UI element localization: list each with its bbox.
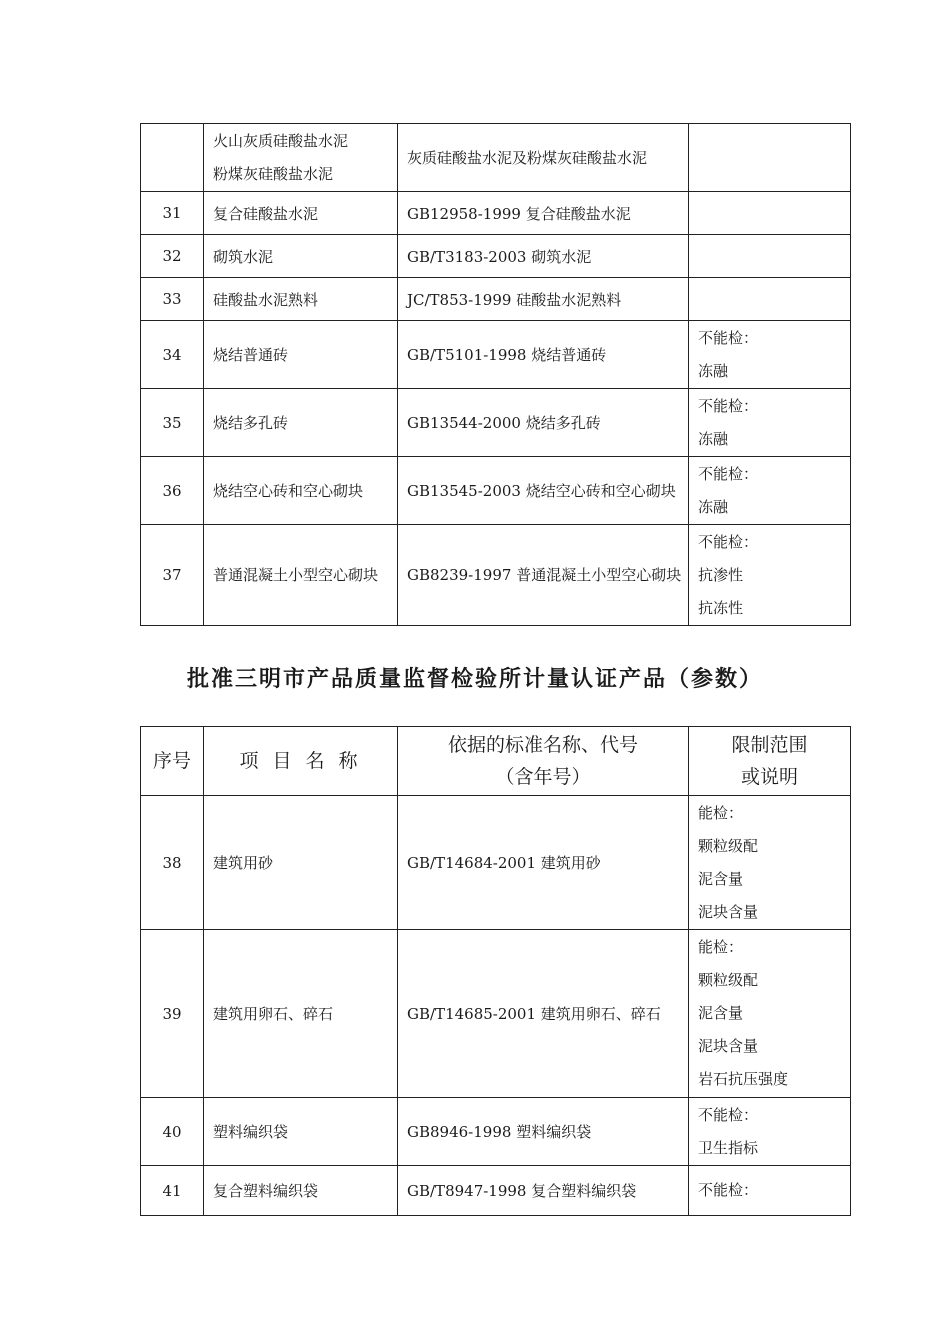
note-line: 抗渗性 (698, 565, 744, 584)
standard-name: GB12958-1999 复合硅酸盐水泥 (398, 192, 689, 235)
limit-note (689, 525, 851, 626)
note-line: 泥含量 (698, 1004, 744, 1022)
note-line: 不能检： (698, 464, 759, 483)
standard-name: GB/T14685-2001 建筑用卵石、碎石 (398, 930, 689, 1098)
header-number: 序号 (141, 727, 204, 796)
product-name: 烧结空心砖和空心砌块 (204, 457, 398, 525)
note-line: 泥块含量 (698, 1037, 759, 1055)
header-standard (398, 727, 689, 796)
limit-note (689, 389, 851, 457)
note-line: 不能检： (698, 1105, 759, 1124)
product-name-line: 粉煤灰硅酸盐水泥 (213, 164, 334, 183)
note-line: 不能检： (698, 328, 759, 347)
limit-note (689, 457, 851, 525)
limit-note (689, 321, 851, 389)
limit-note (689, 124, 851, 192)
table-row (141, 278, 851, 321)
note-line: 不能检： (698, 1181, 759, 1199)
standard-name: GB13544-2000 烧结多孔砖 (398, 389, 689, 457)
row-number: 41 (141, 1166, 204, 1216)
note-line: 冻融 (698, 361, 729, 380)
product-name: 硅酸盐水泥熟料 (204, 278, 398, 321)
note-line: 能检： (698, 803, 744, 822)
header-standard-line: （含年号） (495, 766, 591, 788)
standard-name: GB/T5101-1998 烧结普通砖 (398, 321, 689, 389)
limit-note (689, 930, 851, 1098)
table-row (141, 124, 851, 192)
limit-note (689, 796, 851, 930)
note-line: 泥块含量 (698, 902, 759, 921)
continued-product-table (140, 123, 851, 626)
product-name: 普通混凝土小型空心砌块 (204, 525, 398, 626)
standard-name: 灰质硅酸盐水泥及粉煤灰硅酸盐水泥 (398, 124, 689, 192)
note-line: 不能检： (698, 532, 759, 551)
row-number: 39 (141, 930, 204, 1098)
product-name (204, 124, 398, 192)
note-line: 泥含量 (698, 869, 744, 888)
limit-note (689, 1166, 851, 1216)
limit-note (689, 278, 851, 321)
note-line: 冻融 (698, 497, 729, 516)
table-row (141, 1166, 851, 1216)
note-line: 抗冻性 (698, 598, 744, 617)
row-number: 35 (141, 389, 204, 457)
note-line: 颗粒级配 (698, 971, 759, 989)
standard-name: JC/T853-1999 硅酸盐水泥熟料 (398, 278, 689, 321)
row-number: 38 (141, 796, 204, 930)
section-title: 批准三明市产品质量监督检验所计量认证产品（参数） (186, 667, 763, 692)
limit-note (689, 235, 851, 278)
row-number: 32 (141, 235, 204, 278)
header-limit (689, 727, 851, 796)
table-row (141, 321, 851, 389)
limit-note (689, 192, 851, 235)
header-limit-line: 或说明 (740, 766, 798, 788)
product-name: 建筑用卵石、碎石 (204, 930, 398, 1098)
product-name: 复合塑料编织袋 (204, 1166, 398, 1216)
row-number: 34 (141, 321, 204, 389)
note-line: 岩石抗压强度 (698, 1070, 789, 1088)
table-row (141, 192, 851, 235)
standard-name: GB8946-1998 塑料编织袋 (398, 1098, 689, 1166)
standard-name: GB/T3183-2003 砌筑水泥 (398, 235, 689, 278)
standard-name: GB8239-1997 普通混凝土小型空心砌块 (398, 525, 689, 626)
note-line: 冻融 (698, 429, 729, 448)
header-limit-line: 限制范围 (731, 734, 808, 756)
standard-name: GB/T14684-2001 建筑用砂 (398, 796, 689, 930)
table-row (141, 796, 851, 930)
note-line: 不能检： (698, 396, 759, 415)
standard-name: GB/T8947-1998 复合塑料编织袋 (398, 1166, 689, 1216)
row-number: 33 (141, 278, 204, 321)
product-name: 砌筑水泥 (204, 235, 398, 278)
product-name: 复合硅酸盐水泥 (204, 192, 398, 235)
table-row (141, 457, 851, 525)
row-number: 37 (141, 525, 204, 626)
product-name-line: 火山灰质硅酸盐水泥 (213, 131, 349, 150)
table-row (141, 389, 851, 457)
limit-note (689, 1098, 851, 1166)
product-name: 烧结多孔砖 (204, 389, 398, 457)
note-line: 颗粒级配 (698, 836, 759, 855)
product-name: 塑料编织袋 (204, 1098, 398, 1166)
table-row (141, 525, 851, 626)
row-number: 36 (141, 457, 204, 525)
product-name: 烧结普通砖 (204, 321, 398, 389)
product-name: 建筑用砂 (204, 796, 398, 930)
table-row (141, 1098, 851, 1166)
table-row (141, 235, 851, 278)
header-name: 项 目 名 称 (204, 727, 398, 796)
header-standard-line: 依据的标准名称、代号 (447, 734, 638, 756)
row-number (141, 124, 204, 192)
standard-name: GB13545-2003 烧结空心砖和空心砌块 (398, 457, 689, 525)
table-row (141, 930, 851, 1098)
table-header-row (141, 727, 851, 796)
note-line: 能检： (698, 938, 744, 956)
note-line: 卫生指标 (698, 1138, 759, 1157)
row-number: 31 (141, 192, 204, 235)
certified-product-table (140, 726, 851, 1216)
row-number: 40 (141, 1098, 204, 1166)
